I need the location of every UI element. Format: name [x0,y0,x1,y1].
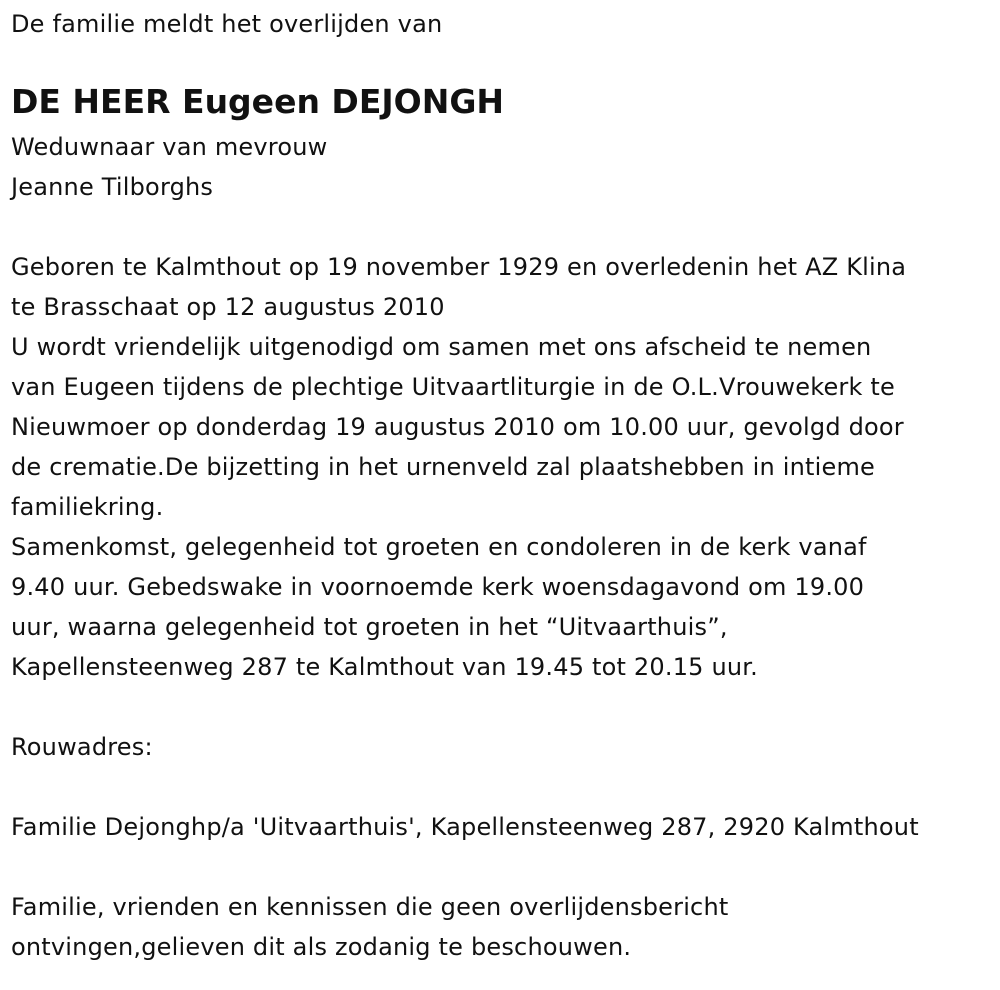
spouse-line: Weduwnaar van mevrouw [11,133,328,161]
details-paragraph [11,247,996,687]
spacer [11,687,996,727]
spouse-name: Jeanne Tilborghs [11,173,214,201]
spacer [11,767,996,807]
details-line: Kapellensteenweg 287 te Kalmthout van 19.45 tot 20.15 uur. [11,653,758,681]
details-line: 9.40 uur. Gebedswake in voornoemde kerk woensdagavond om 19.00 [11,573,865,601]
closing-line: ontvingen,gelieven dit als zodanig te beschouwen. [11,933,632,961]
details-line: de crematie.De bijzetting in het urnenveld zal plaatshebben in intieme [11,453,875,481]
details-line: uur, waarna gelegenheid tot groeten in het “Uitvaarthuis”, [11,613,728,641]
details-line: Samenkomst, gelegenheid tot groeten en condoleren in de kerk vanaf [11,533,867,561]
details-line: Geboren te Kalmthout op 19 november 1929 en overledenin het AZ Klina [11,253,907,281]
details-line: van Eugeen tijdens de plechtige Uitvaartliturgie in de O.L.Vrouwekerk te [11,373,895,401]
details-line: te Brasschaat op 12 augustus 2010 [11,293,445,321]
spacer [11,847,996,887]
details-line: familiekring. [11,493,164,521]
details-line: Nieuwmoer op donderdag 19 augustus 2010 om 10.00 uur, gevolgd door [11,413,904,441]
mourning-address: Familie Dejonghp/a 'Uitvaarthuis', Kapellensteenweg 287, 2920 Kalmthout [11,813,919,841]
details-line: U wordt vriendelijk uitgenodigd om samen met ons afscheid te nemen [11,333,872,361]
spacer [11,207,996,247]
deceased-name: DE HEER Eugeen DEJONGH [11,82,505,121]
obituary-notice [11,4,996,967]
mourning-address-label: Rouwadres: [11,733,153,761]
closing-line: Familie, vrienden en kennissen die geen overlijdensbericht [11,893,729,921]
intro-text: De familie meldt het overlijden van [11,10,443,38]
